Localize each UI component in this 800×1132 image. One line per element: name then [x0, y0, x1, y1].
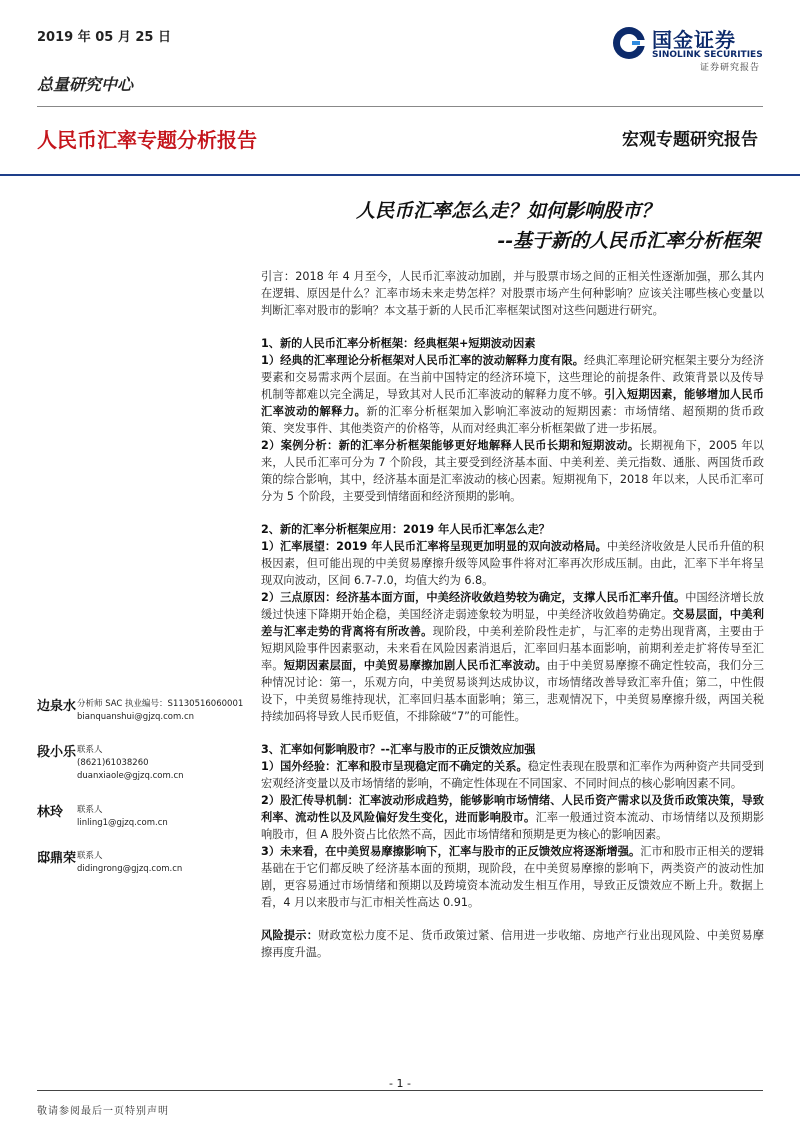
section-2-para-1	[261, 538, 764, 589]
section-3-para-3	[261, 843, 764, 911]
footer-disclaimer: 敬请参阅最后一页特别声明	[37, 1106, 169, 1117]
section-1-heading: 1、新的人民币汇率分析框架：经典框架+短期波动因素	[261, 337, 536, 350]
analyst-role: 联系人	[77, 805, 103, 815]
section-1-para-1	[261, 352, 764, 437]
para-text: 长期视角下，2005 年以来，人民币汇率可分为 7 个阶段，其主要受到经济基本面、中美利差、美元指数、通胀、两国货币政策的综合影响，其中，经济基本面是汇率波动的核心因素。短期视角下，2018 年以来，人民币汇率可分为 5 个阶段，主要受到情绪面和经济预期的影响。	[261, 439, 764, 503]
lead-text: 2）三点原因：经济基本面方面，中美经济收敛趋势较为确定，支撑人民币汇率升值。	[261, 591, 686, 604]
report-body	[261, 268, 764, 961]
research-center: 总量研究中心	[37, 75, 134, 94]
analyst-name: 邸鼎荣	[37, 851, 77, 866]
para-text: 现阶段，中美利差阶段性走扩，与汇率的走势出现背离，主要由于短期风险事件因素驱动，未来看在风险因素消退后，汇率回归基本面影响，前期利差走扩将传导至汇率。	[261, 625, 764, 672]
analyst-info	[77, 698, 243, 724]
header-divider	[37, 106, 763, 107]
analyst-role: 联系人	[77, 745, 103, 755]
para-text: 稳定性表现在股票和汇率作为两种资产共同受到宏观经济变量以及市场情绪的影响，不确定性体现在不同国家、不同时间点的核心影响因素不同。	[261, 760, 764, 790]
brand-subtitle: 证券研究报告	[700, 63, 761, 73]
lead-text: 3）未来看，在中美贸易摩擦影响下，汇率与股市的正反馈效应将逐渐增强。	[261, 845, 641, 858]
brand-name-en: SINOLINK SECURITIES	[652, 50, 763, 60]
risk-warning	[261, 927, 764, 961]
analyst-name: 边泉水	[37, 699, 77, 714]
analyst-phone: (8621)61038260	[77, 758, 149, 768]
main-title: 人民币汇率怎么走？如何影响股市？	[355, 200, 660, 222]
lead-text: 引入短期因素，能够增加人民币汇率波动的解释力。	[261, 388, 764, 418]
intro-paragraph: 引言：2018 年 4 月至今，人民币汇率波动加剧，并与股票市场之间的正相关性逐渐加强，那么其内在逻辑、原因是什么？汇率市场未来走势怎样？对股票市场产生何种影响？应该关注哪些核心变量以判断汇率对股市的影响？本文基于新的人民币汇率框架试图对这些问题进行研究。	[261, 270, 764, 317]
analyst-info	[77, 850, 182, 876]
header-blue-rule	[0, 174, 800, 176]
analyst-entry	[37, 801, 259, 835]
brand-name-cn: 国金证券	[652, 28, 736, 52]
lead-text: 1）经典的汇率理论分析框架对人民币汇率的波动解释力度有限。	[261, 354, 584, 367]
para-text: 中美经济收敛是人民币升值的积极因素，但可能出现的中美贸易摩擦升级等风险事件将对汇率再次形成压制。由此，汇率下半年将呈现双向波动，区间 6.7-7.0，均值大约为 6.8。	[261, 540, 764, 587]
footer-divider	[37, 1090, 763, 1091]
para-text: 汇市和股市正相关的逻辑基础在于它们都反映了经济基本面的预期，现阶段，在中美贸易摩擦的影响下，两类资产的波动性加剧，更容易通过市场情绪和预期以及跨境资本流动发生相互作用，导致正反馈效应不断上升。数据上看，4 月以来股市与汇市相关性高达 0.91。	[261, 845, 764, 909]
lead-text: 交易层面，中美利差与汇率走势的背离将有所改善。	[261, 608, 764, 638]
lead-text: 短期因素层面，中美贸易摩擦加剧人民币汇率波动。	[283, 659, 547, 672]
sinolink-logo-icon	[612, 26, 646, 60]
analyst-info	[77, 744, 184, 783]
report-date: 2019 年 05 月 25 日	[37, 30, 171, 45]
lead-text: 2）案例分析：新的汇率分析框架能够更好地解释人民币长期和短期波动。	[261, 439, 640, 452]
section-3-para-2	[261, 792, 764, 843]
analyst-name: 段小乐	[37, 745, 77, 760]
section-2-heading: 2、新的汇率分析框架应用：2019 年人民币汇率怎么走？	[261, 523, 550, 536]
para-text: 新的汇率分析框架加入影响汇率波动的短期因素：市场情绪、超预期的货币政策、突发事件、其他类资产的价格等，从而对经典汇率分析框架做了进一步拓展。	[261, 405, 764, 435]
risk-lead: 风险提示：	[261, 929, 319, 942]
lead-text: 2）股汇传导机制：汇率波动形成趋势，能够影响市场情绪、人民币资产需求以及货币政策决策，导致利率、流动性以及风险偏好发生变化，进而影响股市。	[261, 794, 764, 824]
page-number: - 1 -	[389, 1077, 411, 1090]
para-text: 由于中美贸易摩擦不确定性较高，我们分三种情况讨论：第一，乐观方向，中美贸易谈判达成协议，市场情绪改善导致汇率升值；第二，中性假设下，中美贸易维持现状，汇率回归基本面影响；第三，悲观情况下，中美贸易摩擦升级，两国关税持续加码将导致人民币贬值，不排除破“7”的可能性。	[261, 659, 764, 723]
lead-text: 1）汇率展望：2019 年人民币汇率将呈现更加明显的双向波动格局。	[261, 540, 607, 553]
analyst-entry	[37, 741, 259, 789]
report-series-title: 人民币汇率专题分析报告	[37, 128, 257, 152]
risk-text: 财政宽松力度不足、货币政策过紧、信用进一步收缩、房地产行业出现风险、中美贸易摩擦再度升温。	[261, 929, 764, 959]
section-1-para-2	[261, 437, 764, 505]
analyst-list	[37, 695, 259, 893]
section-2-para-2	[261, 589, 764, 725]
lead-text: 1）国外经验：汇率和股市呈现稳定而不确定的关系。	[261, 760, 528, 773]
para-text: 中国经济增长放缓过快速下降期开始企稳，美国经济走弱迹象较为明显，中美经济收敛趋势确定。	[261, 591, 764, 621]
analyst-info	[77, 804, 168, 830]
para-text: 经典汇率理论研究框架主要分为经济要素和交易需求两个层面。在当前中国特定的经济环境下，这些理论的前提条件、政策背景以及传导机制等都难以完全满足，导致其对人民币汇率波动的解释力度不够。	[261, 354, 764, 401]
report-type: 宏观专题研究报告	[622, 130, 758, 150]
sub-title: --基于新的人民币汇率分析框架	[497, 230, 760, 252]
analyst-role: 分析师 SAC 执业编号：S1130516060001	[77, 699, 244, 709]
section-3-para-1	[261, 758, 764, 792]
analyst-email[interactable]: duanxiaole@gjzq.com.cn	[77, 771, 184, 781]
analyst-entry	[37, 695, 259, 729]
analyst-entry	[37, 847, 259, 881]
analyst-email[interactable]: bianquanshui@gjzq.com.cn	[77, 712, 195, 722]
para-text: 汇率一般通过资本流动、市场情绪以及预期影响股市，但 A 股外资占比依然不高，因此市场情绪和预期是更为核心的影响因素。	[261, 811, 764, 841]
analyst-role: 联系人	[77, 851, 103, 861]
analyst-email[interactable]: didingrong@gjzq.com.cn	[77, 864, 183, 874]
analyst-name: 林玲	[37, 805, 64, 820]
section-3-heading: 3、汇率如何影响股市？--汇率与股市的正反馈效应加强	[261, 743, 536, 756]
analyst-email[interactable]: linling1@gjzq.com.cn	[77, 818, 168, 828]
